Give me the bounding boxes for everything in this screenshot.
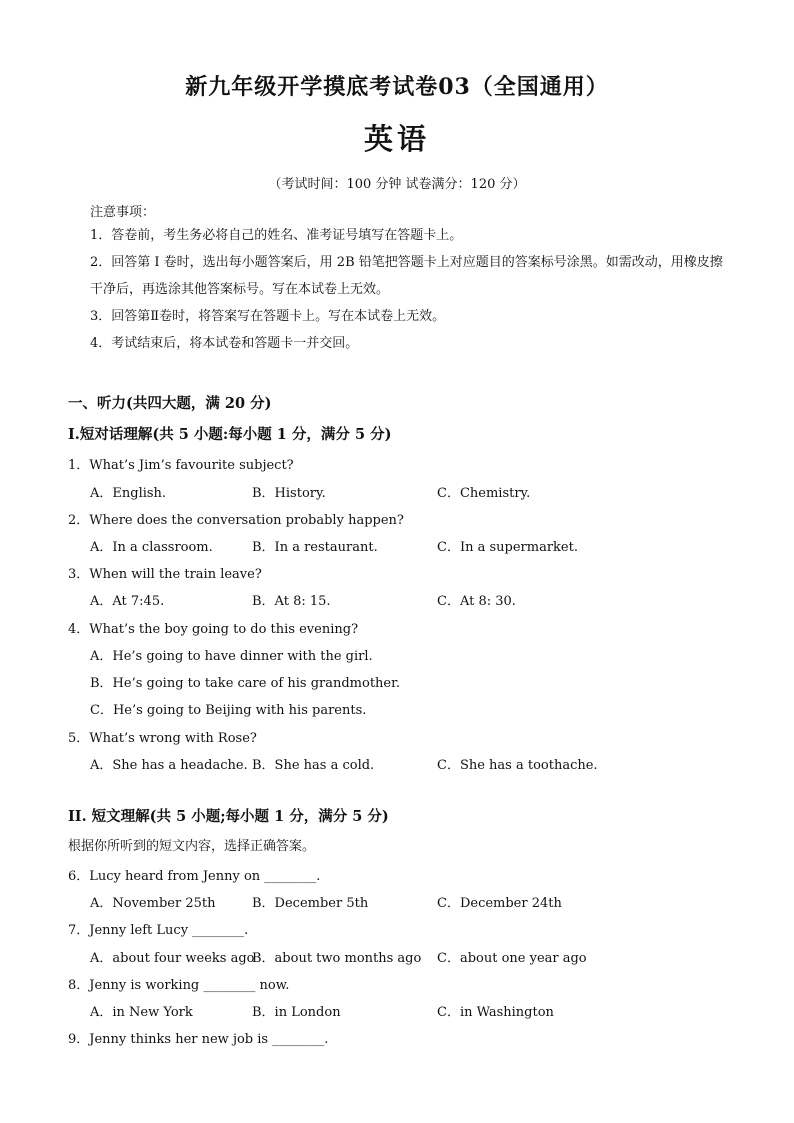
option-2c: C．In a supermarket. (437, 540, 578, 555)
question-3: 3．When will the train leave? (68, 567, 262, 582)
option-6b: B．December 5th (252, 896, 369, 911)
option-7c: C．about one year ago (437, 951, 587, 966)
notice-item: 4．考试结束后，将本试卷和答题卡一并交回。 (90, 336, 359, 351)
part-heading-passage: II. 短文理解(共 5 小题;每小题 1 分，满分 5 分) (68, 808, 389, 825)
option-4b: B．He’s going to take care of his grandmother. (90, 676, 401, 691)
notice-item: 2．回答第 I 卷时，选出每小题答案后，用 2B 铅笔把答题卡上对应题目的答案标号涂黑。如需改动，用橡皮擦干净后，再选涂其他答案标号。写在本试卷上无效。 (90, 255, 723, 297)
notice-label: 注意事项： (90, 205, 156, 220)
question-4: 4．What’s the boy going to do this evening? (68, 622, 359, 637)
option-2b: B．In a restaurant. (252, 540, 378, 555)
option-8c: C．in Washington (437, 1005, 554, 1020)
option-1c: C．Chemistry. (437, 486, 531, 501)
option-5c: C．She has a toothache. (437, 758, 598, 773)
question-2: 2．Where does the conversation probably happen? (68, 513, 404, 528)
part-instruction: 根据你所听到的短文内容，选择正确答案。 (68, 839, 316, 854)
part-heading-short-dialogue: Ⅰ.短对话理解(共 5 小题:每小题 1 分，满分 5 分) (68, 426, 392, 443)
option-6a: A．November 25th (90, 896, 216, 911)
option-7a: A．about four weeks ago (90, 951, 255, 966)
option-8b: B．in London (252, 1005, 341, 1020)
option-7b: B．about two months ago (252, 951, 422, 966)
option-1b: B．History. (252, 486, 326, 501)
question-7: 7．Jenny left Lucy ________. (68, 923, 249, 938)
option-2a: A．In a classroom. (90, 540, 213, 555)
option-5b: B．She has a cold. (252, 758, 375, 773)
question-1: 1．What’s Jim’s favourite subject? (68, 458, 294, 473)
option-1a: A．English. (90, 486, 167, 501)
option-6c: C．December 24th (437, 896, 562, 911)
section-heading-listening: 一、听力(共四大题，满 20 分) (68, 395, 272, 412)
option-3a: A．At 7:45. (90, 594, 165, 609)
exam-info: （考试时间：100 分钟 试卷满分：120 分） (268, 177, 526, 192)
notice-item: 1．答卷前，考生务必将自己的姓名、准考证号填写在答题卡上。 (90, 228, 463, 243)
option-4c: C．He’s going to Beijing with his parents. (90, 703, 367, 718)
option-3c: C．At 8: 30. (437, 594, 516, 609)
notice-item: 3．回答第Ⅱ卷时，将答案写在答题卡上。写在本试卷上无效。 (90, 309, 446, 324)
option-5a: A．She has a headache. (90, 758, 248, 773)
option-3b: B．At 8: 15. (252, 594, 331, 609)
question-5: 5．What’s wrong with Rose? (68, 731, 257, 746)
subject-title: 英语 (363, 122, 430, 156)
option-4a: A．He’s going to have dinner with the girl. (90, 649, 373, 664)
question-6: 6．Lucy heard from Jenny on ________. (68, 869, 321, 884)
option-8a: A．in New York (90, 1005, 193, 1020)
notice-list (90, 222, 730, 357)
question-8: 8．Jenny is working ________ now. (68, 978, 290, 993)
question-9: 9．Jenny thinks her new job is ________. (68, 1032, 329, 1047)
exam-title: 新九年级开学摸底考试卷03（全国通用） (185, 74, 609, 100)
